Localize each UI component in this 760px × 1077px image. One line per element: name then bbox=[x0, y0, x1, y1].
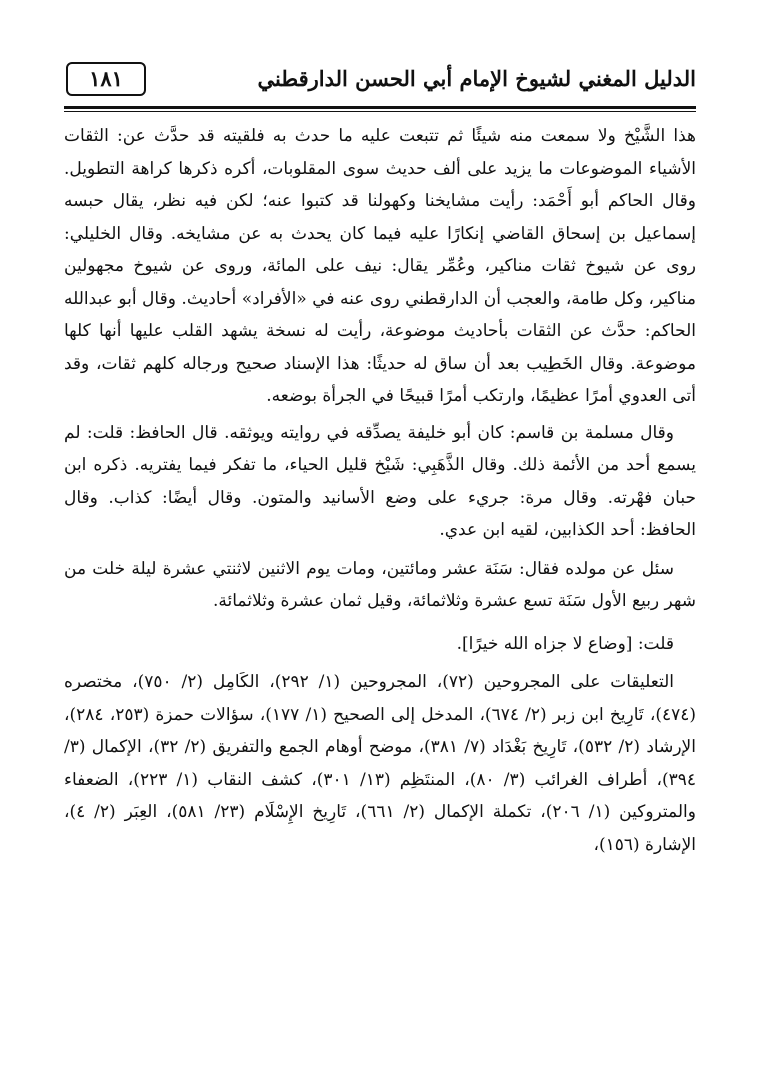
page-header bbox=[64, 62, 696, 100]
paragraph-sources: التعليقات على المجروحين (٧٢)، المجروحين (١/ ٢٩٢)، الكَامِل (٢/ ٧٥٠)، مختصره (٤٧٤)، تَارِيخ ابن زبر (٢/ ٦٧٤)، المدخل إلى الصحيح (١/ ١٧٧)، سؤالات حمزة (٢٥٣، ٢٨٤)، الإرشاد (٢/ ٥٣٢)، تَارِيخ بَغْدَاد (٧/ ٣٨١)، موضح أوهام الجمع والتفريق (٢/ ٣٢)، الإكمال (٣/ ٣٩٤)، أطراف الغرائب (٣/ ٨٠)، المنتَظِم (١٣/ ٣٠١)، كشف النقاب (١/ ٢٢٣)، الضعفاء والمتروكين (١/ ٢٠٦)، تكملة الإكمال (٢/ ٦٦١)، تَارِيخ الإِسْلَام (٢٣/ ٥٨١)، العِبَر (٢/ ٤)، الإشارة (١٥٦)، bbox=[64, 672, 697, 855]
body-text bbox=[64, 120, 696, 861]
paragraph-verdict: قلت: [وضاع لا جزاه الله خيرًا]. bbox=[456, 633, 674, 654]
page-number-box: ١٨١ bbox=[66, 62, 146, 96]
header-rule-thin bbox=[64, 111, 696, 112]
paragraph-birth-death: سئل عن مولده فقال: سَنَة عشر ومائتين، ومات يوم الاثنين لاثنتي عشرة ليلة خلت من شهر ربيع الأول سَنَة تسع عشرة وثلاثمائة، وقيل ثمان عشرة وثلاثمائة. bbox=[64, 558, 696, 611]
paragraph-narration: هذا الشَّيْخ ولا سمعت منه شيئًا ثم تتبعت عليه ما حدث به فلقيته قد حدَّث عن: الثقات الأشياء الموضوعات ما يزيد على ألف حديث سوى المقلوبات، أكره ذكرها كراهة التطويل. وقال الحاكم أبو أَحْمَد: رأيت مشايخنا وكهولنا قد كتبوا عنه؛ لكن فيه نظر، يقال حبسه إسماعيل بن إسحاق القاضي إنكارًا عليه فيما كان يحدث به عن مشايخه. وقال الخليلي: روى عن شيوخ ثقات مناكير، وعُمِّر يقال: نيف على المائة، وروى عن شيوخ مجهولين مناكير، وكل طامة، والعجب أن الدارقطني روى عنه في «الأفراد» أحاديث. وقال أبو عبدالله الحاكم: حدَّث عن الثقات بأحاديث موضوعة، رأيت له نسخة يشهد القلب عليها أنها كلها موضوعة. وقال الخَطِيب بعد أن ساق له حديثًا: هذا الإسناد صحيح ورجاله كلهم ثقات، وقد أتى العدوي أمرًا عظيمًا، وارتكب أمرًا قبيحًا في الجرأة بوضعه. bbox=[64, 126, 696, 406]
paragraph-critics: وقال مسلمة بن قاسم: كان أبو خليفة يصدِّقه في روايته ويوثقه. قال الحافظ: قلت: لم يسمع أحد من الأئمة ذلك. وقال الذَّهَبِي: شَيْخ قليل الحياء، ما تفكر فيما يفتريه. ذكره ابن حبان فهْرته. وقال مرة: جريء على وضع الأسانيد والمتون. وقال أيضًا: كذاب. وقال الحافظ: أحد الكذابين، لقيه ابن عدي. bbox=[64, 422, 696, 540]
running-title: الدليل المغني لشيوخ الإمام أبي الحسن الدارقطني bbox=[257, 66, 696, 91]
header-rule bbox=[64, 106, 696, 109]
